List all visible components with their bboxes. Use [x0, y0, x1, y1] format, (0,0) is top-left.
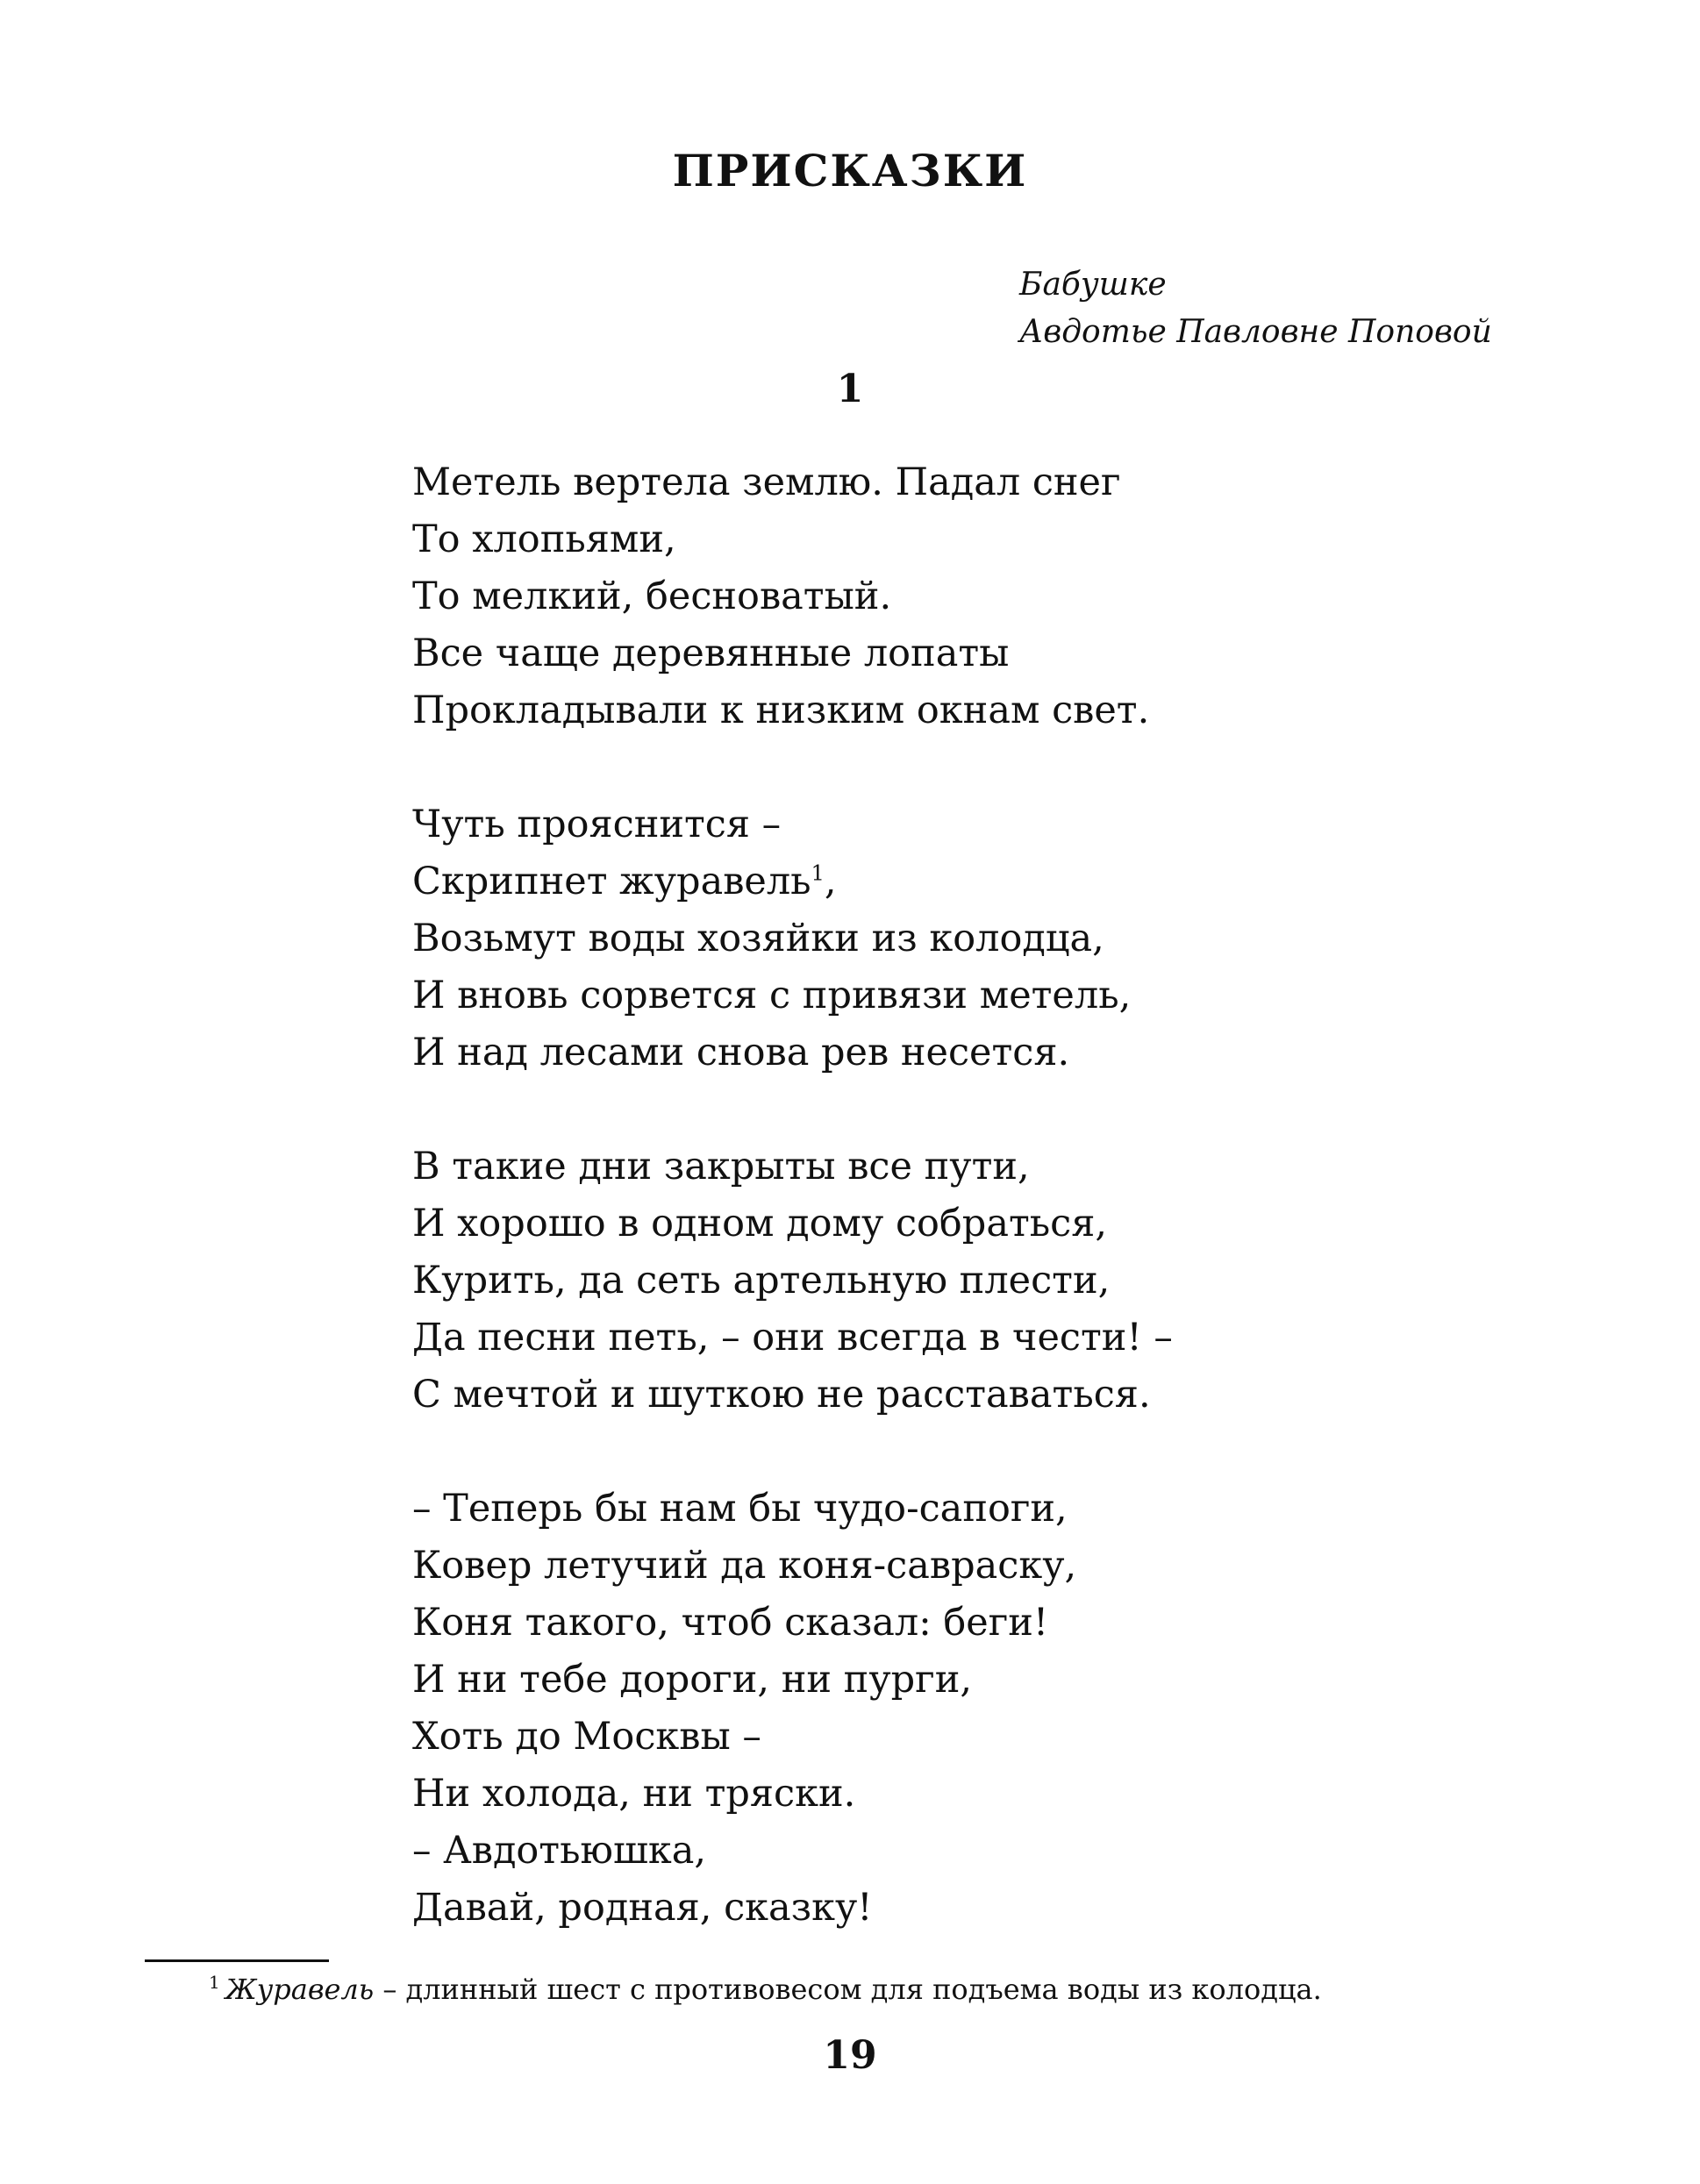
- dedication-line: Бабушке: [1019, 267, 1167, 303]
- poem-line: – Теперь бы нам бы чудо-сапоги,: [412, 1487, 1068, 1531]
- poem-line: И ни тебе дороги, ни пурги,: [412, 1658, 973, 1702]
- page-title: ПРИСКАЗКИ: [672, 145, 1028, 196]
- poem-line: Коня такого, чтоб сказал: беги!: [412, 1601, 1049, 1645]
- poem-line: То хлопьями,: [412, 517, 676, 561]
- poem-line-punctuation: ,: [824, 860, 837, 903]
- footnote-divider: [145, 1959, 329, 1962]
- poem-line-text: Скрипнет журавель: [412, 860, 811, 903]
- stanza: [412, 796, 1173, 1081]
- poem-line: Хоть до Москвы –: [412, 1715, 761, 1759]
- poem-line: И вновь сорвется с привязи метель,: [412, 974, 1132, 1017]
- poem-line: С мечтой и шуткою не расставаться.: [412, 1373, 1151, 1417]
- poem-line: Все чаще деревянные лопаты: [412, 632, 1010, 675]
- poem-line: Ковер летучий да коня-савраску,: [412, 1544, 1077, 1588]
- poem-line: Давай, родная, сказку!: [412, 1886, 873, 1930]
- footnote-term: Журавель: [225, 1973, 375, 2006]
- poem-line: Метель вертела землю. Падал снег: [412, 460, 1121, 504]
- poem-line: Прокладывали к низким окнам свет.: [412, 689, 1150, 732]
- poem-line: – Авдотьюшка,: [412, 1829, 707, 1873]
- poem-line: Да песни петь, – они всегда в чести! –: [412, 1316, 1173, 1360]
- footnote-mark: 1: [209, 1972, 220, 1994]
- stanza: [412, 1138, 1173, 1424]
- poem-line: Ни холода, ни тряски.: [412, 1772, 856, 1816]
- dedication-line: Авдотье Павловне Поповой: [1019, 314, 1492, 350]
- footnote-text: – длинный шест с противовесом для подъема воды из колодца.: [374, 1973, 1322, 2006]
- footnote-reference: 1: [811, 860, 825, 886]
- poem-line: [412, 853, 1173, 910]
- stanza: [412, 454, 1173, 739]
- poem: [412, 454, 1173, 1994]
- poem-line: Возьмут воды хозяйки из колодца,: [412, 917, 1104, 960]
- poem-line: В такие дни закрыты все пути,: [412, 1145, 1030, 1188]
- poem-line: И над лесами снова рев несется.: [412, 1031, 1070, 1074]
- section-number: 1: [836, 367, 864, 411]
- page-number: 19: [823, 2033, 877, 2078]
- stanza: [412, 1481, 1173, 1937]
- poem-line: Чуть прояснится –: [412, 803, 782, 846]
- dedication: [1019, 261, 1492, 356]
- poem-line: То мелкий, бесноватый.: [412, 575, 892, 618]
- poem-line: Курить, да сеть артельную плести,: [412, 1259, 1111, 1303]
- poem-line: И хорошо в одном дому собраться,: [412, 1202, 1108, 1245]
- footnote: [209, 1972, 1322, 2007]
